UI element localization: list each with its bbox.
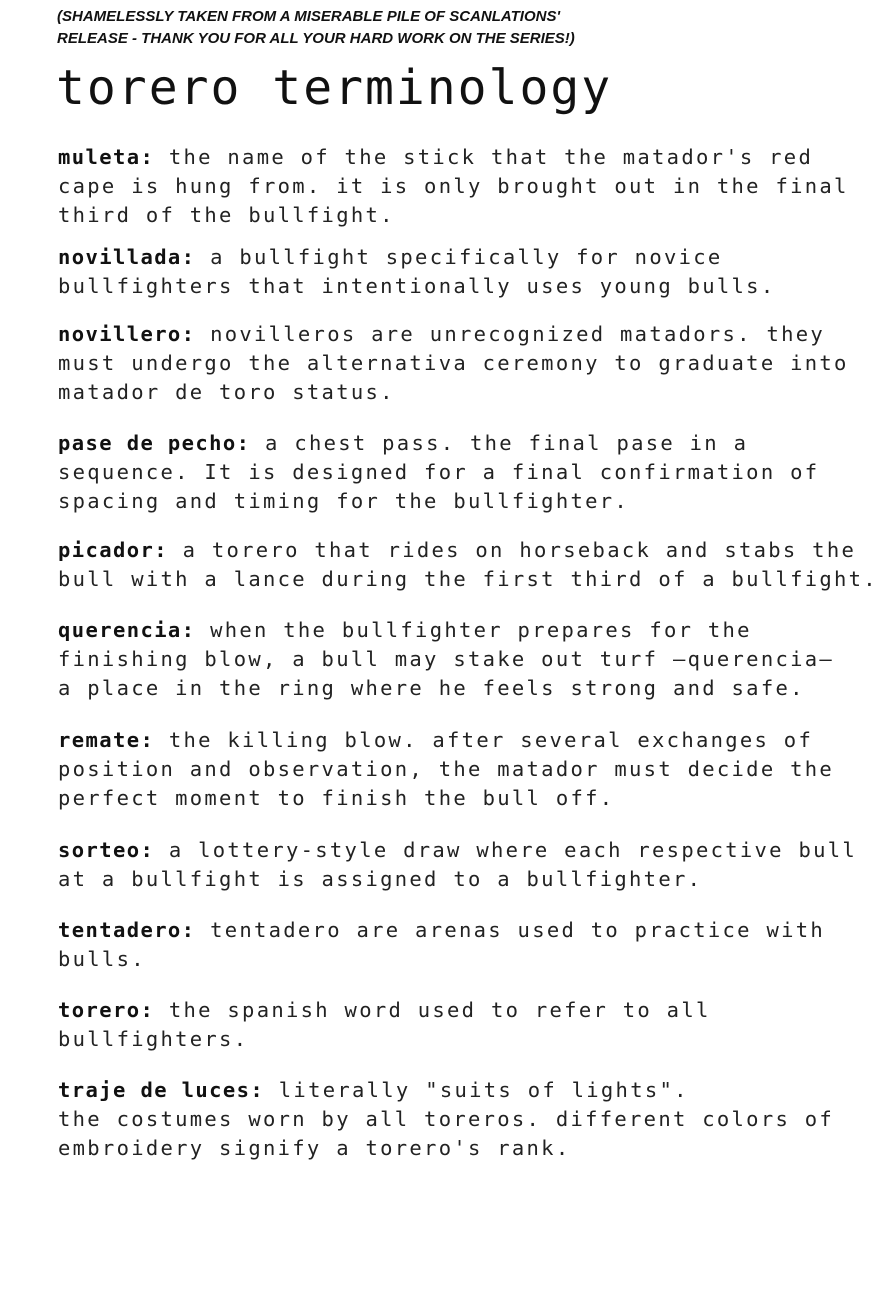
entry-term: novillada: xyxy=(58,245,196,269)
page-title: torero terminology xyxy=(56,60,613,116)
entry-text: at a bullfight is assigned to a bullfighter. xyxy=(58,867,703,891)
entry-term: tentadero: xyxy=(58,918,196,942)
glossary-entry-tentadero xyxy=(58,916,825,974)
entry-text: a lottery-style draw where each respective bull xyxy=(154,838,858,862)
entry-term: remate: xyxy=(58,728,155,752)
entry-text: sequence. It is designed for a final confirmation of xyxy=(58,460,820,484)
credit-note xyxy=(57,6,837,50)
entry-term: torero: xyxy=(58,998,155,1022)
entry-term: muleta: xyxy=(58,145,155,169)
entry-text: spacing and timing for the bullfighter. xyxy=(58,489,630,513)
entry-text: third of the bullfight. xyxy=(58,203,395,227)
entry-text: matador de toro status. xyxy=(58,380,395,404)
entry-term: pase de pecho: xyxy=(58,431,251,455)
glossary-entry-picador xyxy=(58,536,878,594)
entry-term: picador: xyxy=(58,538,168,562)
entry-text: when the bullfighter prepares for the xyxy=(195,618,752,642)
entry-text: bulls. xyxy=(58,947,146,971)
glossary-entry-remate xyxy=(58,726,834,813)
entry-term: sorteo: xyxy=(58,838,155,862)
entry-text: tentadero are arenas used to practice with xyxy=(195,918,826,942)
glossary-entry-sorteo xyxy=(58,836,857,894)
entry-text: a bullfight specifically for novice xyxy=(195,245,723,269)
credit-line-2: RELEASE - THANK YOU FOR ALL YOUR HARD WORK ON THE SERIES!) xyxy=(57,30,575,47)
entry-text: bullfighters that intentionally uses young bulls. xyxy=(58,274,776,298)
entry-text: perfect moment to finish the bull off. xyxy=(58,786,615,810)
entry-text: novilleros are unrecognized matadors. they xyxy=(195,322,826,346)
entry-term: novillero: xyxy=(58,322,196,346)
entry-text: the spanish word used to refer to all xyxy=(154,998,711,1022)
entry-text: must undergo the alternativa ceremony to graduate into xyxy=(58,351,849,375)
glossary-entry-novillada xyxy=(58,243,775,301)
entry-text: bullfighters. xyxy=(58,1027,249,1051)
entry-text: the killing blow. after several exchanges of xyxy=(154,728,814,752)
entry-text: a torero that rides on horseback and stabs the xyxy=(167,538,857,562)
entry-text: position and observation, the matador must decide the xyxy=(58,757,835,781)
entry-text: the costumes worn by all toreros. different colors of xyxy=(58,1107,835,1131)
glossary-entry-pase-de-pecho xyxy=(58,429,819,516)
entry-text: a chest pass. the final pase in a xyxy=(250,431,749,455)
entry-text: cape is hung from. it is only brought out in the final xyxy=(58,174,849,198)
credit-line-1: (SHAMELESSLY TAKEN FROM A MISERABLE PILE OF SCANLATIONS' xyxy=(57,8,561,25)
glossary-entry-muleta xyxy=(58,143,849,230)
glossary-entry-querencia xyxy=(58,616,834,703)
entry-term: traje de luces: xyxy=(58,1078,265,1102)
entry-text: bull with a lance during the first third of a bullfight. xyxy=(58,567,878,591)
entry-term: querencia: xyxy=(58,618,196,642)
entry-text: finishing blow, a bull may stake out turf —querencia— xyxy=(58,647,835,671)
entry-text: embroidery signify a torero's rank. xyxy=(58,1136,571,1160)
entry-text: a place in the ring where he feels strong and safe. xyxy=(58,676,805,700)
glossary-entry-torero xyxy=(58,996,711,1054)
entry-text: the name of the stick that the matador's red xyxy=(154,145,814,169)
glossary-entry-traje-de-luces xyxy=(58,1076,834,1163)
glossary-entry-novillero xyxy=(58,320,849,407)
entry-text: literally "suits of lights". xyxy=(264,1078,689,1102)
